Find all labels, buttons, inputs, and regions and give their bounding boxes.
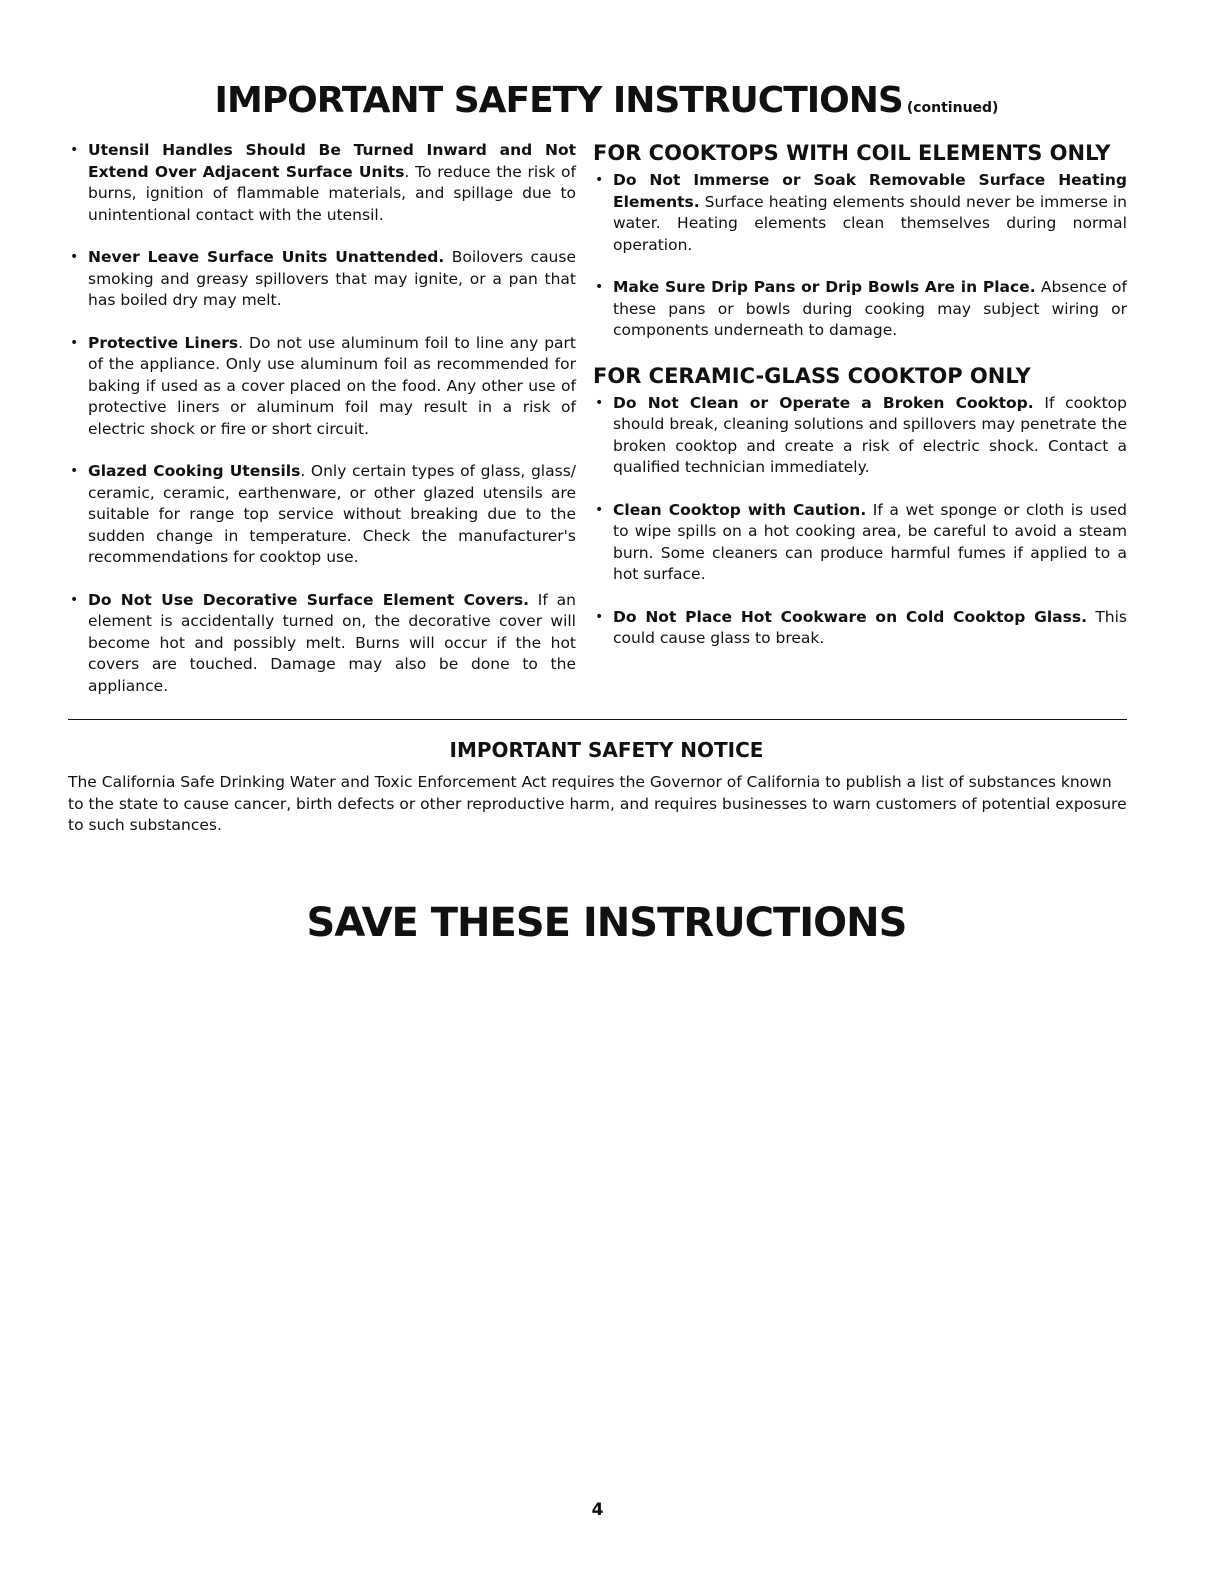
safety-item-lead: Glazed Cooking Utensils: [88, 462, 301, 480]
safety-item: [68, 333, 576, 441]
bullet-icon: •: [70, 142, 79, 158]
safety-item-body: If an element is accidentally turned on, the decorative cover will become hot and possibly melt. Burns will occur if the hot covers are touched. Damage may also be done to the appliance.: [88, 590, 576, 695]
coil-section-heading: FOR COOKTOPS WITH COIL ELEMENTS ONLY: [593, 141, 1111, 165]
safety-item-body: Absence of these pans or bowls during cooking may subject wiring or components underneath to damage.: [613, 278, 1127, 339]
safety-item: [68, 461, 576, 569]
bullet-icon: •: [70, 463, 79, 479]
safety-item: [593, 393, 1127, 479]
safety-item-lead: Utensil Handles Should Be Turned Inward and Not Extend Over Adjacent Surface Units: [88, 141, 576, 181]
safety-item-body: . Do not use aluminum foil to line any part of the appliance. Only use aluminum foil as recommended for baking if used as a cover placed on the food. Any other use of protective liners or aluminum foil may result in a risk of electric shock or fire or short circuit.: [88, 333, 577, 438]
notice-heading: IMPORTANT SAFETY NOTICE: [449, 738, 764, 762]
safety-item-body: If a wet sponge or cloth is used to wipe spills on a hot cooking area, be careful to avoid a steam burn. Some cleaners can produce harmful fumes if applied to a hot surface.: [613, 500, 1127, 583]
safety-item-lead: Make Sure Drip Pans or Drip Bowls Are in Place.: [613, 278, 1036, 296]
save-instructions-heading: SAVE THESE INSTRUCTIONS: [306, 900, 907, 946]
ceramic-section-heading: FOR CERAMIC-GLASS COOKTOP ONLY: [593, 363, 1031, 388]
safety-item-body: If cooktop should break, cleaning solutions and spillovers may penetrate the broken cooktop and create a risk of electric shock. Contact a qualified technician immediately.: [613, 393, 1127, 476]
right-column: [593, 140, 1127, 671]
page-title-text: IMPORTANT SAFETY INSTRUCTIONS: [214, 80, 903, 121]
safety-item: [68, 247, 576, 312]
bullet-icon: •: [595, 608, 604, 625]
safety-item-lead: Clean Cooktop with Caution.: [613, 500, 867, 519]
safety-item-body: This could cause glass to break.: [613, 607, 1127, 647]
safety-item-body: Boilovers cause smoking and greasy spillovers that may ignite, or a pan that has boiled dry may melt.: [88, 248, 576, 309]
bullet-icon: •: [595, 279, 604, 295]
safety-item: [593, 170, 1127, 256]
safety-item: [593, 277, 1127, 342]
left-column: [68, 140, 576, 718]
bullet-icon: •: [595, 501, 604, 518]
bullet-icon: •: [70, 334, 79, 351]
safety-item: [68, 140, 576, 226]
safety-item-body: Surface heating elements should never be immerse in water. Heating elements clean themselves during normal operation.: [613, 192, 1127, 254]
safety-item-lead: Protective Liners: [88, 333, 239, 352]
safety-item-lead: Do Not Immerse or Soak Removable Surface Heating Elements.: [613, 171, 1127, 211]
safety-item-lead: Do Not Clean or Operate a Broken Cooktop.: [613, 393, 1034, 412]
page-number: 4: [591, 1500, 604, 1520]
page-title: [0, 80, 1213, 121]
notice-text: The California Safe Drinking Water and Toxic Enforcement Act requires the Governor of California to publish a list of substances known to the state to cause cancer, birth defects or other reproductive harm, and requires businesses to warn customers of potential exposure to such substances.: [68, 773, 1127, 834]
safety-item-lead: Do Not Place Hot Cookware on Cold Cooktop Glass.: [613, 607, 1087, 626]
safety-item-lead: Do Not Use Decorative Surface Element Covers.: [88, 590, 529, 609]
safety-item: [593, 500, 1127, 586]
bullet-icon: •: [595, 172, 604, 188]
safety-item-body: . Only certain types of glass, glass/ ceramic, ceramic, earthenware, or other glazed utensils are suitable for range top service without breaking due to the sudden change in temperature. Check the manufacturer's recommendations for cooktop use.: [88, 462, 576, 566]
bullet-icon: •: [70, 249, 79, 265]
section-divider: [68, 719, 1127, 720]
safety-item: [593, 607, 1127, 650]
page-title-continued: (continued): [906, 100, 999, 116]
safety-item: [68, 590, 576, 698]
bullet-icon: •: [595, 394, 604, 411]
safety-item-body: . To reduce the risk of burns, ignition of flammable materials, and spillage due to unintentional contact with the utensil.: [88, 162, 576, 224]
bullet-icon: •: [70, 591, 79, 608]
safety-item-lead: Never Leave Surface Units Unattended.: [88, 248, 445, 266]
